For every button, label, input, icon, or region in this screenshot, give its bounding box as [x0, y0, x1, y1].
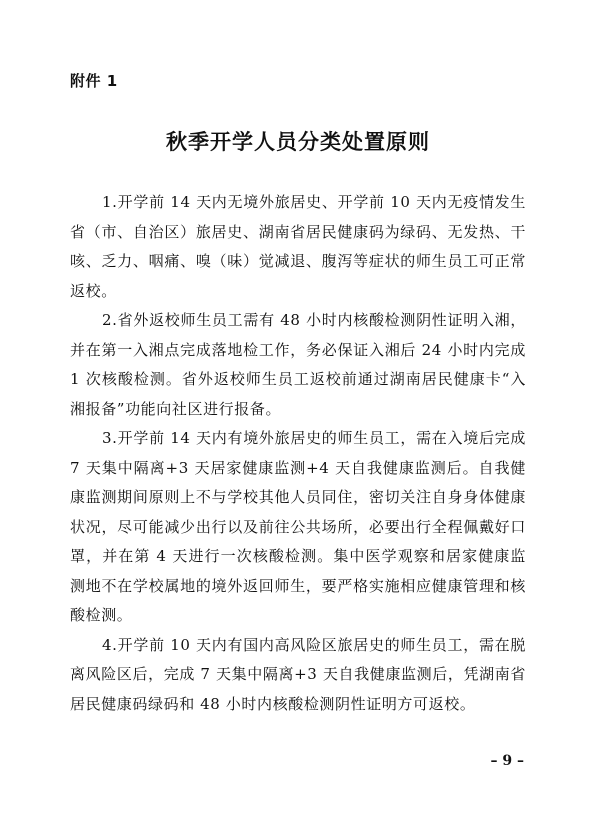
paragraph-3: 3.开学前 14 天内有境外旅居史的师生员工，需在入境后完成 7 天集中隔离+3 天居家健康监测+4 天自我健康监测后。自我健康监测期间原则上不与学校其他人员同住，密切关注自身身体健康状况，尽可能减少出行以及前往公共场所，必要出行全程佩戴好口罩，并在第 4 天进行一次核酸检测。集中医学观察和居家健康监测地不在学校属地的境外返回师生，要严格实施相应健康管理和核酸检测。 [70, 429, 526, 624]
document-body [70, 188, 526, 719]
document-title: 秋季开学人员分类处置原则 [166, 129, 430, 154]
paragraph-4: 4.开学前 10 天内有国内高风险区旅居史的师生员工，需在脱离风险区后，完成 7 天集中隔离+3 天自我健康监测后，凭湖南省居民健康码绿码和 48 小时内核酸检测阴性证明方可返校。 [70, 635, 526, 713]
attachment-label: 附件 1 [70, 72, 118, 90]
paragraph-1: 1.开学前 14 天内无境外旅居史、开学前 10 天内无疫情发生省（市、自治区）旅居史、湖南省居民健康码为绿码、无发热、干咳、乏力、咽痛、嗅（味）觉减退、腹泻等症状的师生员工可正常返校。 [70, 193, 526, 300]
paragraph-2: 2.省外返校师生员工需有 48 小时内核酸检测阴性证明入湘，并在第一入湘点完成落地检工作，务必保证入湘后 24 小时内完成 1 次核酸检测。省外返校师生员工返校前通过湖南居民健康卡“入湘报备”功能向社区进行报备。 [70, 311, 526, 418]
page-number: – 9 – [490, 753, 524, 769]
